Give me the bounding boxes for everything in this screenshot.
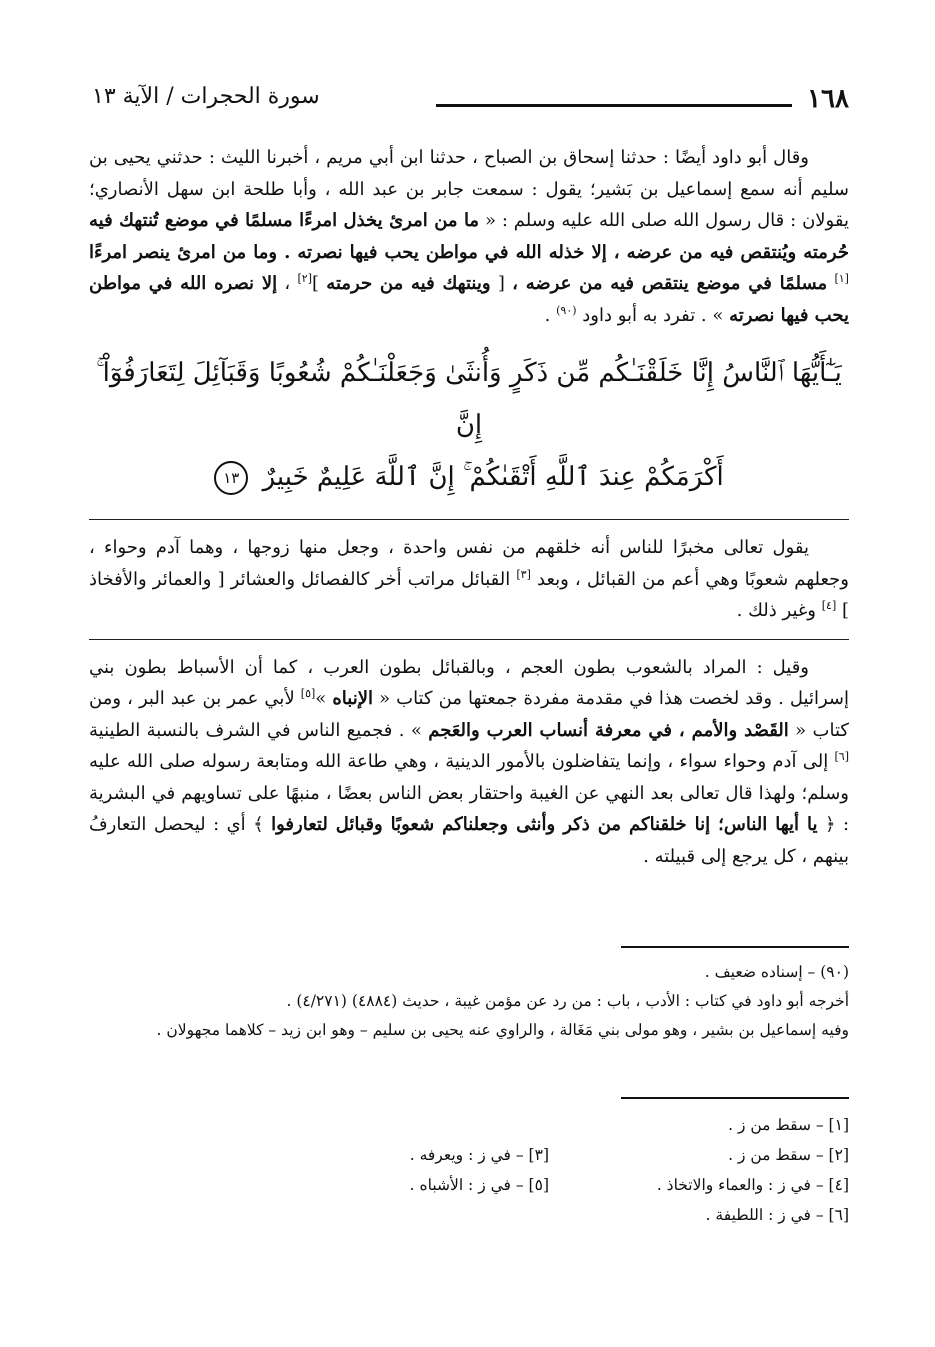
paragraph-hadith xyxy=(89,142,849,331)
footnote-label: (٩٠) – إسناده ضعيف . xyxy=(704,963,849,981)
paragraph-tafsir-2 xyxy=(89,652,849,873)
footnote-90 xyxy=(89,958,849,1045)
page-number: ١٦٨ xyxy=(807,84,849,114)
running-title: سورة الحجرات / الآية ١٣ xyxy=(92,84,320,109)
variant-marker: [٣] xyxy=(516,567,531,581)
section-divider xyxy=(89,639,849,640)
variant-row xyxy=(249,1140,849,1170)
text-run: . xyxy=(544,304,551,326)
text-run: » . تفرد به أبو داود xyxy=(582,304,724,326)
variant-note: [٤] – في ز : والعماء والاتخاذ . xyxy=(656,1176,849,1194)
variant-marker: [٤] xyxy=(821,599,837,612)
variant-marker: [١] xyxy=(834,272,849,285)
header-rule xyxy=(436,104,792,107)
text-run: يقول تعالى مخبرًا للناس أنه خلقهم من نفس واحدة ، وجعل منها زوجها ، وهما آدم وحواء ، وجعلهم شعوبًا وهي أعم من القبائل ، وبعد xyxy=(89,537,850,590)
variant-note: [٦] – في ز : اللطيفة . xyxy=(705,1206,849,1224)
verse-text: أَكْرَمَكُمْ عِندَ ٱللَّهِ أَتْقَىٰكُمْ ۚ إِنَّ ٱللَّهَ عَلِيمٌ خَبِيرٌ xyxy=(262,462,724,492)
text-run: إلى آدم وحواء سواء ، وإنما يتفاضلون بالأمور الدينية ، وهي طاعة الله ومتابعة رسوله صلى الله عليه وسلم؛ ولهذا قال تعالى بعد النهي عن الغيبة واحتقار بعض الناس بعضًا ، منبهًا على تساويهم في البشرية : ﴿ xyxy=(89,751,850,835)
text-run: وقيل : المراد بالشعوب بطون العجم ، وبالقبائل بطون العرب ، كما أن الأسباط بطون بني إسرائيل . وقد لخصت هذا في مقدمة مفردة جمعتها من كتاب « xyxy=(89,656,849,709)
book-title: الإنباه xyxy=(332,688,373,709)
variant-marker: [٢] xyxy=(297,272,312,285)
hadith-text: إلا نصره الله في مواطن يحب فيها نصرته xyxy=(89,273,849,326)
footnote-rule xyxy=(621,946,849,948)
variant-note: [١] – سقط من ز . xyxy=(728,1116,849,1134)
variant-note: [٢] – سقط من ز . xyxy=(728,1146,849,1164)
variant-note: [٣] – في ز : ويعرفه . xyxy=(409,1146,549,1164)
variant-marker: [٦] xyxy=(834,750,849,763)
text-run: القبائل مراتب أخر كالفصائل والعشائر [ والعمائر والأفخاذ ] xyxy=(89,568,849,621)
text-run: » xyxy=(315,688,327,709)
section-divider xyxy=(89,519,849,520)
hadith-text: وينتهك فيه من حرمته xyxy=(326,273,491,294)
hadith-text: مسلمًا في موضع ينتقص فيه من عرضه ، xyxy=(512,273,828,294)
empty-cell xyxy=(249,1200,549,1230)
quran-verse xyxy=(89,347,849,503)
text-run: لأبي عمر بن عبد البر ، ومن كتاب « xyxy=(89,688,849,741)
ayah-number-badge: ١٣ xyxy=(214,461,248,495)
variant-notes xyxy=(249,1110,849,1230)
variant-row xyxy=(249,1200,849,1230)
footnote-text: أخرجه أبو داود في كتاب : الأدب ، باب : من رد عن مؤمن غيبة ، حديث (٤٨٨٤) (٤/٢٧١) . xyxy=(286,992,849,1010)
book-title: القَصْد والأمم ، في معرفة أنساب العرب والعَجم xyxy=(428,719,789,741)
footnote-marker: (٩٠) xyxy=(556,303,577,317)
main-text xyxy=(89,142,849,872)
text-run: ، xyxy=(284,273,291,294)
variant-note: [٥] – في ز : الأشباه . xyxy=(409,1176,549,1194)
variants-rule xyxy=(621,1097,849,1099)
text-run: » . فجميع الناس في الشرف بالنسبة الطينية xyxy=(89,719,422,741)
verse-line-2 xyxy=(89,451,849,503)
verse-line-1: يَـٰٓأَيُّهَا ٱلنَّاسُ إِنَّا خَلَقْنَـٰكُم مِّن ذَكَرٍ وَأُنثَىٰ وَجَعَلْنَـٰكُمْ شُعُوبًا وَقَبَآئِلَ لِتَعَارَفُوٓاْ ۚ إِنَّ xyxy=(96,358,842,440)
text-run: وقال أبو داود أيضًا : حدثنا إسحاق بن الصباح ، حدثنا ابن أبي مريم ، أخبرنا الليث : حدثني يحيى بن سليم أنه سمع إسماعيل بن بَشير؛ يقول : سمعت جابر بن عبد الله ، وأبا طلحة ابن سهل الأنصاري؛ يقولان : قال رسول الله صلى الله عليه وسلم : « xyxy=(89,147,849,231)
bracket: ] xyxy=(312,273,320,294)
variant-marker: [٥] xyxy=(300,687,316,700)
text-run: وغير ذلك . xyxy=(736,600,816,621)
variant-row xyxy=(249,1110,849,1140)
verse-quote: يا أيها الناس؛ إنا خلقناكم من ذكر وأنثى وجعلناكم شعوبًا وقبائل لتعارفوا xyxy=(271,814,818,835)
paragraph-tafsir-1 xyxy=(89,532,849,627)
footnote-text: وفيه إسماعيل بن بشير ، وهو مولى بني مَغَالة ، والراوي عنه يحيى بن سليم – وهو ابن زيد – كلاهما مجهولان . xyxy=(156,1021,849,1039)
text-run: ﴾ أي : ليحصل التعارفُ بينهم ، كل يرجع إلى قبيلته . xyxy=(89,814,849,867)
bracket: [ xyxy=(497,273,505,294)
empty-cell xyxy=(249,1110,549,1140)
variant-row xyxy=(249,1170,849,1200)
hadith-text: ما من امرئ يخذل امرءًا مسلمًا في موضع تُنتهك فيه حُرمته ويُنتقص فيه من عرضه ، إلا خذله الله في مواطن يحب فيها نصرته . وما من امرئ ينصر امرءًا xyxy=(89,210,849,263)
